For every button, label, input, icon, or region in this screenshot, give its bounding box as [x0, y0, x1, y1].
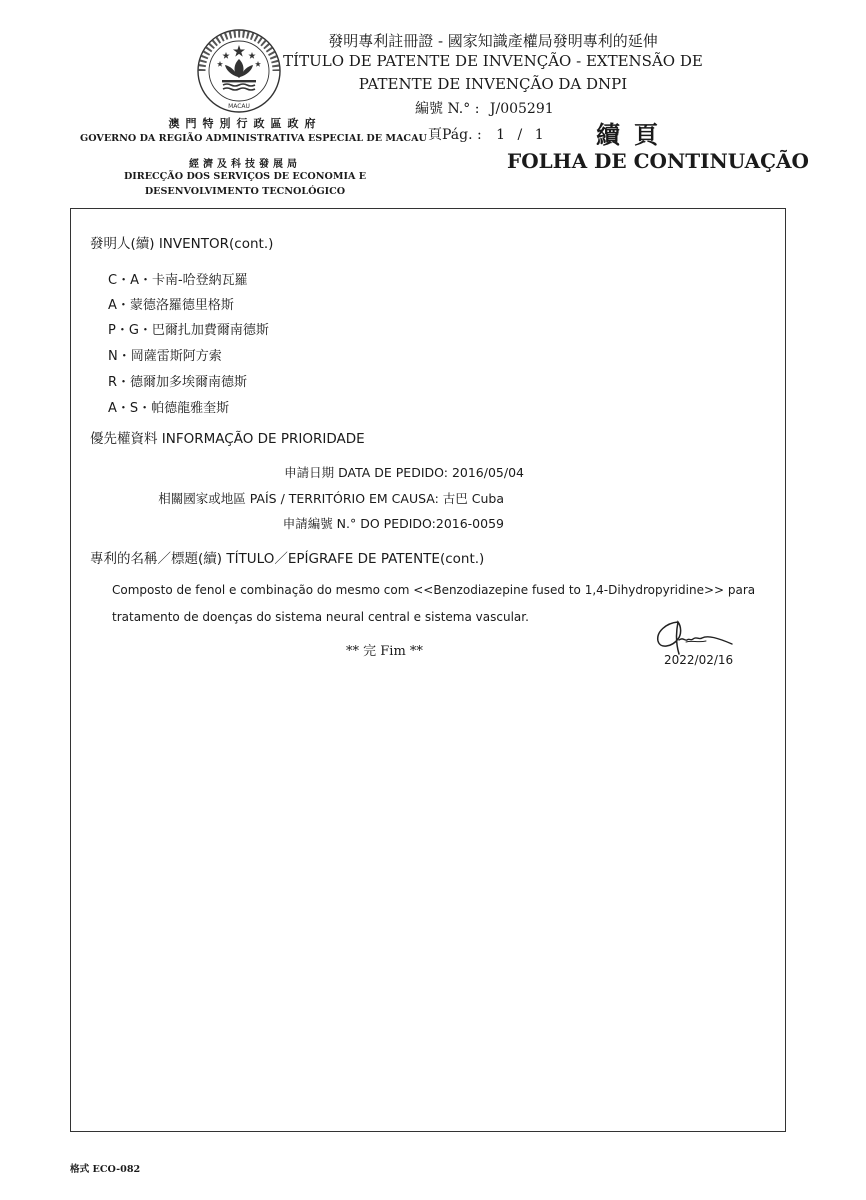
patent-title-line1: Composto de fenol e combinação do mesmo com <<Benzodiazepine fused to 1,4-Dihydropyridine>> para: [112, 583, 756, 597]
form-code: 格式 ECO-082: [70, 1164, 141, 1175]
inventors-heading: 發明人(續) INVENTOR(cont.): [90, 236, 274, 252]
page-label: 頁Pág. :: [428, 127, 482, 143]
inventor-item: A・S・帕德龍雅奎斯: [108, 401, 230, 416]
signature-date: 2022/02/16: [664, 653, 734, 667]
department-name-zh: 經濟及科技發展局: [189, 159, 301, 170]
priority-date: 申請日期 DATA DE PEDIDO: 2016/05/04: [284, 465, 524, 480]
document-title-zh: 發明專利註冊證 - 國家知識產權局發明專利的延伸: [328, 32, 658, 50]
inventor-item: A・蒙德洛羅德里格斯: [108, 298, 234, 313]
department-name-pt-line2: DESENVOLVIMENTO TECNOLÓGICO: [144, 186, 346, 197]
patent-title-line2: tratamento de doenças do sistema neural central e sistema vascular.: [112, 610, 529, 624]
document-title-pt-line2: PATENTE DE INVENÇÃO DA DNPI: [358, 75, 628, 93]
page-value: 1 / 1: [496, 127, 548, 143]
end-mark: ** 完 Fim **: [346, 644, 423, 659]
priority-number: 申請編號 N.° DO PEDIDO:2016-0059: [282, 516, 504, 531]
patent-number-value: J/005291: [489, 101, 554, 117]
government-name-pt: GOVERNO DA REGIÃO ADMINISTRATIVA ESPECIAL DE MACAU: [80, 133, 427, 144]
government-name-zh: 澳門特別行政區政府: [168, 117, 322, 130]
inventor-item: N・岡薩雷斯阿方索: [108, 349, 222, 364]
page-indicator: [428, 124, 548, 144]
svg-text:MACAU: MACAU: [228, 103, 250, 110]
patent-number-label: 編號 N.° :: [415, 101, 480, 117]
inventor-item: R・德爾加多埃爾南德斯: [108, 375, 248, 390]
department-name-pt-line1: DIRECÇÃO DOS SERVIÇOS DE ECONOMIA E: [123, 171, 367, 182]
document-title-pt-line1: TÍTULO DE PATENTE DE INVENÇÃO - EXTENSÃO DE: [283, 52, 703, 70]
continuation-title-zh: 續頁: [596, 120, 672, 149]
priority-country: 相關國家或地區 PAÍS / TERRITÓRIO EM CAUSA: 古巴 Cuba: [158, 491, 504, 506]
patent-title-heading: 專利的名稱／標題(續) TÍTULO／EPÍGRAFE DE PATENTE(cont.): [90, 551, 485, 567]
continuation-title-pt: FOLHA DE CONTINUAÇÃO: [507, 149, 809, 173]
inventor-item: P・G・巴爾扎加費爾南德斯: [108, 323, 269, 338]
priority-heading: 優先權資料 INFORMAÇÃO DE PRIORIDADE: [90, 431, 365, 447]
inventor-item: C・A・卡南-哈登納瓦羅: [108, 273, 248, 288]
patent-number: [415, 98, 554, 118]
